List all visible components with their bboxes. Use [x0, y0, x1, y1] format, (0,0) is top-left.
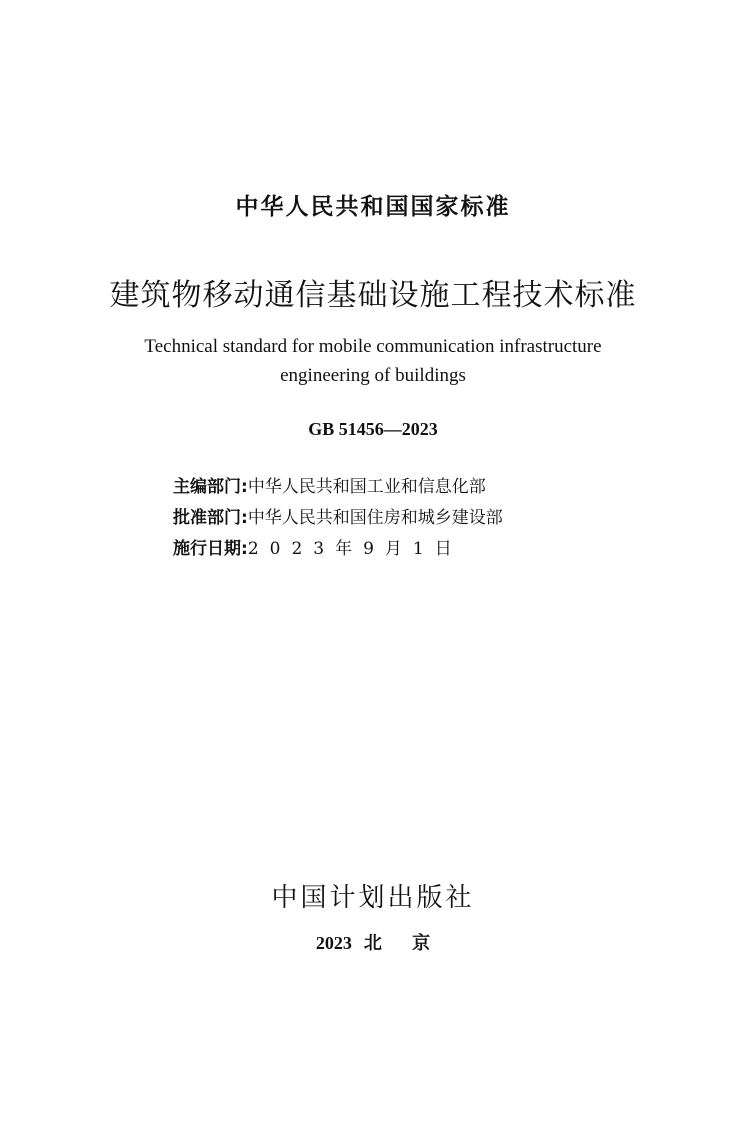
effective-date-value: 2023年9月1日: [247, 539, 463, 559]
standard-series-heading: 中华人民共和国国家标准: [235, 194, 511, 220]
title-chinese: 建筑物移动通信基础设施工程技术标准: [109, 278, 637, 313]
chief-editor-label: 主编部门:: [173, 477, 248, 497]
approver-value: 中华人民共和国住房和城乡建设部: [247, 508, 503, 528]
approver-row: [173, 503, 503, 528]
effective-date-row: [173, 534, 463, 559]
title-english: [0, 332, 746, 390]
effective-date-label: 施行日期:: [173, 539, 248, 559]
chief-editor-value: 中华人民共和国工业和信息化部: [247, 477, 486, 497]
standard-code: GB 51456—2023: [308, 419, 438, 439]
title-english-line-1: Technical standard for mobile communication infrastructure: [144, 336, 602, 357]
chief-editor-row: [173, 472, 486, 497]
publication-city: 北 京: [363, 933, 431, 954]
publication-place: [0, 929, 746, 955]
approver-label: 批准部门:: [173, 508, 248, 528]
publication-year: 2023: [315, 933, 352, 953]
publisher-name: 中国计划出版社: [271, 883, 475, 913]
title-english-line-2: engineering of buildings: [280, 365, 466, 386]
